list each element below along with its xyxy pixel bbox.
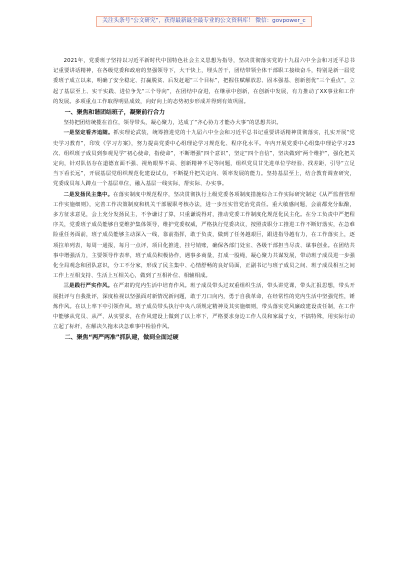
subheading-style: 三是践行严实作风。: [63, 283, 114, 290]
paragraph-style: [53, 281, 355, 332]
subheading-democracy: 二是发扬民主集中。: [63, 191, 114, 198]
text-democracy: 在落实制度中规范程序，坚决贯彻执行上级党委各项制度措施综合工作实际研究制定《从严监督管理工作实施细则》，完善工作决策制度和机关干部履职考核办法，进一步压实管党治党责任。重大敏感问题，会前都充分酝酿，多方征求意见，会上充分发扬民主，不争谦讨了算，只重谦说得对，推动党委工作制度化规范化民主化。在分工负责中严把程序关，党委班子成员能够自觉维护集体领导，维护党委权威，严格执行党委决议，按照责职分工推进工作不断好落实，在急难险重任务面前，班子成员能够主动深入一线，靠前指挥，敢于负责，做到了任务越艰巨，跟进指导越有力，在工作落实上，逐项拉单列表，每周一通报，每月一点评，项目化推进，挂号销账，确保各部门处室、各级干部担当尽责、谋事创业。在团结共事中增强活力，主要领导作表率，班子成员积极协作，遇事多商量，打成一股绳，凝心聚力共谋发展，带动班子成员进一步强化全局观念和团队意识，分工不分家，形成了民主集中、心情舒畅的良好局面，正副书记与班子成员之间、班子成员相互之间工作上互相支持、生活上互相关心，做到了互相补位、相辅相成。: [53, 191, 355, 280]
header-banner: [0, 7, 408, 27]
section-heading-2: 二、聚焦“两严两准”抓队建，做到全面过硬: [64, 335, 179, 342]
paragraph-follow: [53, 128, 355, 189]
banner-text: 关注头条号“公文研究”，获得最新最全最专业的公文资料库！ 微信：govpower_c: [96, 16, 311, 27]
paragraph-unity: 坚持把团结统揽在首位，领导带头，凝心聚力，达成了“齐心协力才能办大事”的思想共识。: [63, 120, 282, 127]
text-follow: 抓实理论武装，统筹推进党的十九届六中全会和习近平总书记重要讲话精神贯彻落实，扎实开展“党史学习教育”，印发《学习方案》，努力提高党委中心组理论学习规范化、程序化水平。年内开展党委中心组集中理论学习23次、组织班子成员到参观见学“初心使命，指使命”，不断增强“四个意识”，坚定“四个自信”，坚决做到“两个维护”，强化把关定向，针对队伍存在道德直面不强、视角眼界不高、创新精神不足等问题，组织党员甘先进单位学经验、找差距，引导“立足当下看长远”，开展基层党组织规范化建设试点，不断提升把关定向、领率发展的能力。坚持基层至上，结合教育调查研究，党委成员每人蹲点一个基层单位，融入基层一线实际，帮实际、办实事。: [53, 130, 355, 188]
paragraph-democracy: [53, 190, 355, 282]
text-style: 在严肃的党内生活中培育作风。班子成员带头过双重组织生活，带头讲党课，带头汇报思想，带头开展批评与自我批评，深度检视以坚强面对新情况新问题，敢于刀口向内，勇于自我革命，在经常性的党内生活中坚强党性，锤炼作风。在以上率下中引领作风。班子成员带头执行中央八项规定精神及其实施细则，带头落实党风廉政建设责任制，在工作中能够从党员、从严、从实要求，在作风建设上做到了以上率下，严格要求身边工作人员和家属子女，不搞特殊，用实际行动立起了标杆，在解决久拖未决急难事中检验作风。: [53, 283, 355, 331]
intro-paragraph: 2021年，党委班子坚持以习近平新时代中国特色社会主义思想为指导，坚决贯彻落实党的十九届六中全会和习近平总书记重要讲话精神，在各级党委和政府的坚强领导下，大干快上，埋头苦干，团结带领全体干部职工接续奋斗，特别是新一届党委班子成立以来，明确了安全稳定、打赢脱贫、后发赶超“三个目标”，把握住赋解放思、固本强基、创新创优“三个重点”，立起了基层至上、实干实践、进位争先“三个导向”，在团结中奋进，在继承中创新，在创新中发展，有力推动了XX事业和工作的发展。多项重点工作取得明显成效，向好向上的态势初步形成并得到有效巩固。: [53, 58, 355, 105]
section-heading-1: 一、聚焦和谐团结班子，凝聚前行合力: [64, 110, 165, 117]
subheading-follow: 一是坚定看齐追随。: [63, 130, 114, 137]
document-body: [53, 56, 355, 344]
